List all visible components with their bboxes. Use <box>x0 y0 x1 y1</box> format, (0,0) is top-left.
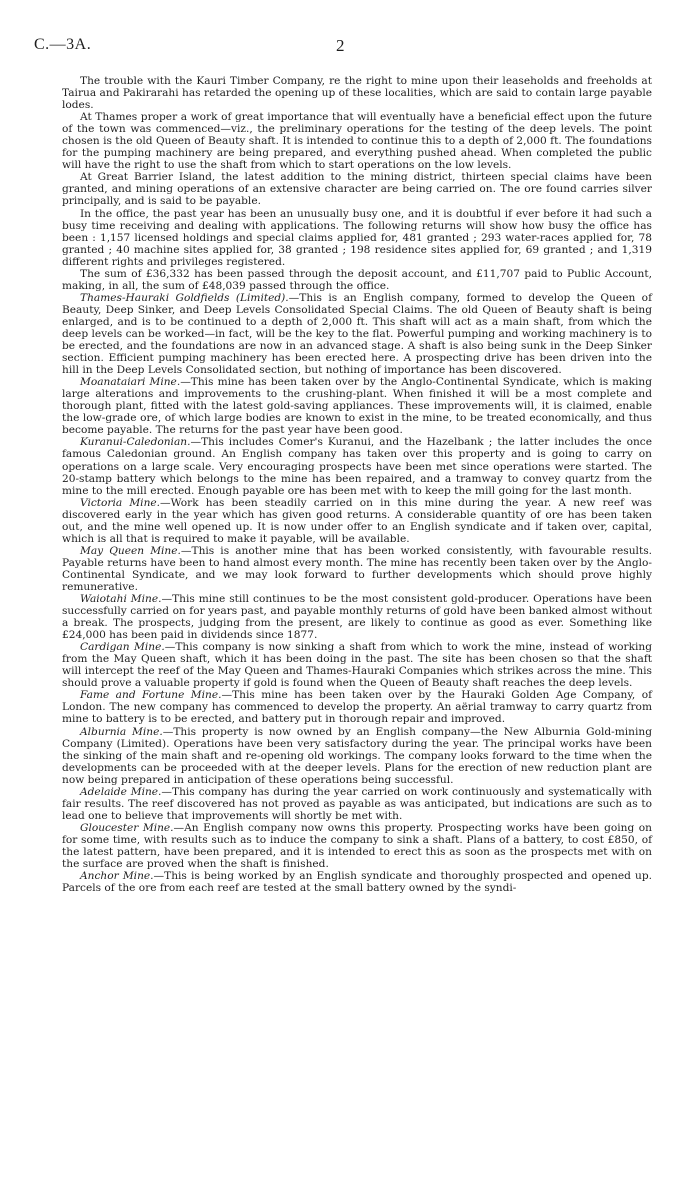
section-title: Gloucester Mine. <box>80 821 174 834</box>
paragraph-body: At Thames proper a work of great importance that will eventually have a beneficial effect upon the future of the town was commenced—viz., the preliminary operations for the testing of the deep levels. The point chosen is the old Queen of Beauty shaft. It is intended to continue this to a depth of 2,000 ft. The foundations for the pumping machinery are being prepared, and everything pushed ahead. When completed the public will have the right to use the shaft from which to start operations on the low levels. <box>62 111 652 172</box>
section-title: Adelaide Mine. <box>80 785 162 798</box>
paragraph <box>62 545 652 593</box>
section-title: Thames-Hauraki Goldfields (Limited). <box>80 291 289 304</box>
paragraph <box>62 376 652 436</box>
paragraph <box>62 786 652 822</box>
section-title: Anchor Mine. <box>80 870 154 883</box>
section-title: May Queen Mine. <box>80 544 181 557</box>
paragraph-body: —This company is now sinking a shaft from which to work the mine, instead of working from the May Queen shaft, which it has been doing in the past. The site has been chosen so that the shaft will intercept the reef of the May Queen and Thames-Hauraki Companies which strikes across the mine. This should prove a valuable property if gold is found when the Queen of Beauty shaft reaches the deep levels. <box>62 641 653 690</box>
paragraph-body: —This is an English company, formed to develop the Queen of Beauty, Deep Sinker, and Deep Levels Consolidated Special Claims. The old Queen of Beauty shaft is being enlarged, and is to be continued to a depth of 2,000 ft. This shaft will act as a main shaft, from which the deep levels can be worked—in fact, will be the key to the flat. Powerful pumping and working machinery is to be erected, and the foundations are now in an advanced stage. A shaft is also being sunk in the Deep Sinker section. Efficient pumping machinery has been erected here. A prospecting drive has been driven into the hill in the Deep Levels Consolidated section, but nothing of importance has been discovered. <box>62 291 652 377</box>
section-title: Alburnia Mine. <box>80 725 163 738</box>
paragraph <box>62 497 652 545</box>
document-reference: C.—3A. <box>34 36 92 53</box>
paragraph <box>62 822 652 870</box>
paragraph-body: In the office, the past year has been an unusually busy one, and it is doubtful if ever before it had such a busy time receiving and dealing with applications. The following returns will show how busy the office has been : 1,157 licensed holdings and special claims applied for, 481 granted ; 293 water-races applied for, 78 granted ; 40 machine sites applied for, 38 granted ; 198 residence sites applied for, 69 granted ; and 1,319 different rights and privileges registered. <box>62 207 652 268</box>
paragraph <box>62 292 652 376</box>
section-title: Moanataiari Mine. <box>80 376 181 389</box>
section-title: Fame and Fortune Mine. <box>80 689 222 702</box>
paragraph <box>62 75 652 111</box>
page-header <box>34 36 652 66</box>
page-number: 2 <box>336 36 345 55</box>
section-title: Waiotahi Mine. <box>80 593 162 606</box>
paragraph <box>62 111 652 171</box>
paragraph <box>62 593 652 641</box>
paragraph-body: —This mine has been taken over by the Anglo-Continental Syndicate, which is making large alterations and improvements to the crushing-plant. When finished it will be a most complete and thorough plant, fitted with the latest gold-saving appliances. These improvements will, it is claimed, enable the low-grade ore, of which large bodies are known to exist in the mine, to be treated economically, and thus become payable. The returns for the past year have been good. <box>62 376 652 437</box>
paragraph-body: —An English company now owns this property. Prospecting works have been going on for some time, with results such as to induce the company to sink a shaft. Plans of a battery, to cost £850, of the latest pattern, have been prepared, and it is intended to erect this as soon as the prospects met with on the surface are proved when the shaft is finished. <box>62 821 652 871</box>
paragraph <box>62 171 652 207</box>
paragraph-body: The sum of £36,332 has been passed through the deposit account, and £11,707 paid to Public Account, making, in all, the sum of £48,039 passed through the office. <box>62 267 652 292</box>
paragraph-body: —This company has during the year carried on work continuously and systematically with fair results. The reef discovered has not proved as payable as was anticipated, but indications are such as to lead one to believe that improvements will shortly be met with. <box>62 785 652 822</box>
section-title: Kuranui-Caledonian. <box>80 436 191 449</box>
paragraph <box>62 268 652 292</box>
paragraph <box>62 208 652 268</box>
paragraph <box>62 436 652 496</box>
paragraph-body: —This mine has been taken over by the Hauraki Golden Age Company, of London. The new company has commenced to develop the property. An aërial tramway to carry quartz from mine to battery is to be erected, and battery put in thorough repair and improved. <box>62 689 652 726</box>
section-title: Cardigan Mine. <box>80 641 165 654</box>
paragraph <box>62 870 652 894</box>
paragraph-body: —This mine still continues to be the most consistent gold-producer. Operations have been successfully carried on for years past, and payable monthly returns of gold have been banked almost without a break. The prospects, judging from the present, are likely to continue as good as ever. Something like £24,000 has been paid in dividends since 1877. <box>62 593 652 642</box>
paragraph <box>62 726 652 786</box>
paragraph-body: —This is being worked by an English syndicate and thoroughly prospected and opened up. Parcels of the ore from each reef are tested at the small battery owned by the syndi- <box>62 870 652 895</box>
paragraph <box>62 641 652 689</box>
section-title: Victoria Mine. <box>80 496 161 509</box>
body-text <box>62 75 652 894</box>
paragraph-body: —Work has been steadily carried on in this mine during the year. A new reef was discovered early in the year which has given good returns. A considerable quantity of ore has been taken out, and the mine well opened up. It is now under offer to an English syndicate and if taken over, capital, which is all that is required to make it payable, will be available. <box>62 496 652 545</box>
paragraph-body: At Great Barrier Island, the latest addition to the mining district, thirteen special claims have been granted, and mining operations of an extensive character are being carried on. The ore found carries silver principally, and is said to be payable. <box>62 171 652 208</box>
paragraph-body: —This is another mine that has been worked consistently, with favourable results. Payable returns have been to hand almost every month. The mine has recently been taken over by the Anglo-Continental Syndicate, and we may look forward to further developments which should prove highly remunerative. <box>62 544 653 593</box>
paragraph-body: —This includes Comer's Kuranui, and the Hazelbank ; the latter includes the once famous Caledonian ground. An English company has taken over this property and is going to carry on operations on a large scale. Very encouraging prospects have been met since operations were started. The 20-stamp battery which belongs to the mine has been repaired, and a tramway to convey quartz from the mine to the mill erected. Enough payable ore has been met with to keep the mill going for the last month. <box>62 436 652 497</box>
paragraph <box>62 689 652 725</box>
paragraph-body: —This property is now owned by an English company—the New Alburnia Gold-mining Company (Limited). Operations have been very satisfactory during the year. The principal works have been the sinking of the main shaft and re-opening old workings. The company looks forward to the time when the developments can be proceeded with at the deeper levels. Plans for the erection of new reduction plant are now being prepared in anticipation of these operations being successful. <box>62 725 652 786</box>
paragraph-body: The trouble with the Kauri Timber Company, re the right to mine upon their leaseholds and freeholds at Tairua and Pakirarahi has retarded the opening up of these localities, which are said to contain large payable lodes. <box>62 75 652 112</box>
